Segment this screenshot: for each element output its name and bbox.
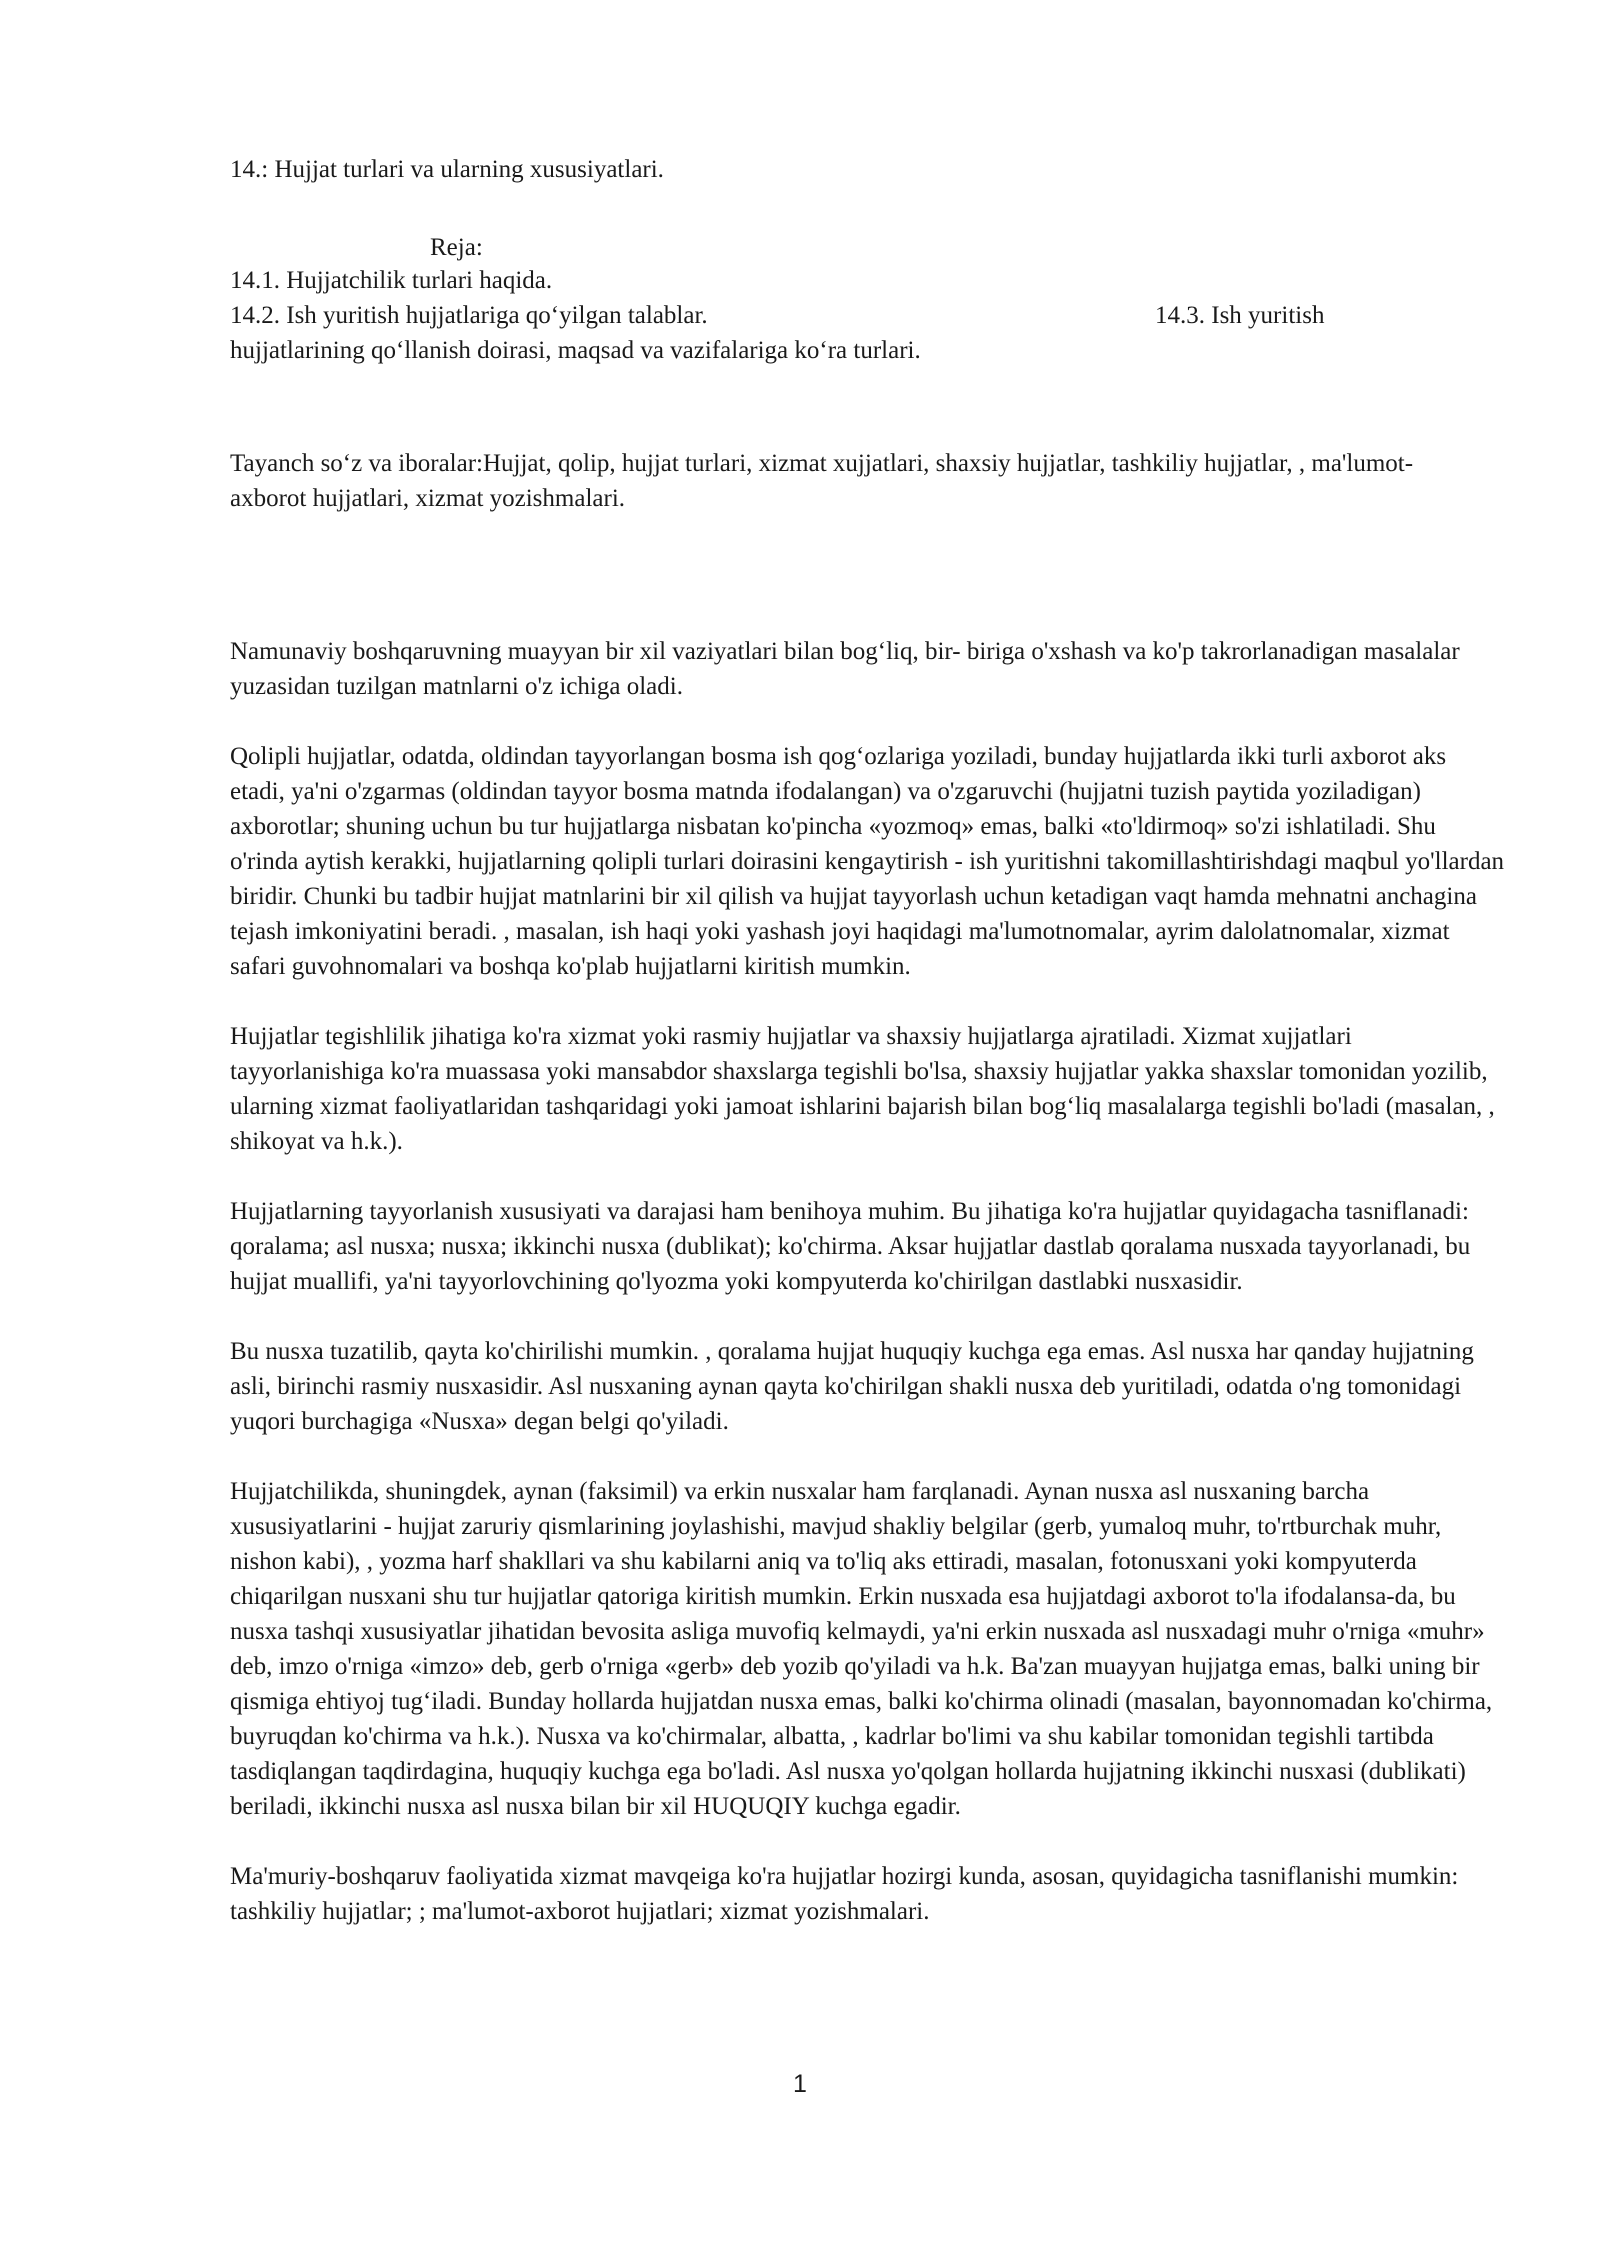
plan-item-3-start: 14.3. Ish yuritish <box>1155 302 1325 329</box>
plan-items-2-3 <box>230 298 1370 368</box>
paragraph: Namunaviy boshqaruvning muayyan bir xil vaziyatlari bilan bog‘liq, bir- biriga o'xshash va ko'p takrorlanadigan masalalar yuzasidan tuzilgan matnlarni o'z ichiga oladi. <box>230 638 1460 700</box>
plan-item-3-continuation: hujjatlarining qo‘llanish doirasi, maqsad va vazifalariga ko‘ra turlari. <box>230 337 921 364</box>
plan-item-1: 14.1. Hujjatchilik turlari haqida. <box>230 267 553 294</box>
page-number: 1 <box>793 2070 807 2098</box>
document-title: 14.: Hujjat turlari va ularning xususiyatlari. <box>230 156 664 183</box>
plan-label: Reja: <box>430 234 483 261</box>
paragraph: Bu nusxa tuzatilib, qayta ko'chirilishi mumkin. , qoralama hujjat huquqiy kuchga ega emas. Asl nusxa har qanday hujjatning asli, birinchi rasmiy nusxasidir. Asl nusxaning aynan qayta ko'chirilgan shakli nusxa deb yuritiladi, odatda o'ng tomonidagi yuqori burchagiga «Nusxa» degan belgi qo'yiladi. <box>230 1338 1474 1435</box>
paragraph: Hujjatlarning tayyorlanish xususiyati va darajasi ham benihoya muhim. Bu jihatiga ko'ra hujjatlar quyidagacha tasniflanadi: qoralama; asl nusxa; nusxa; ikkinchi nusxa (dublikat); ko'chirma. Aksar hujjatlar dastlab qoralama nusxada tayyorlanadi, bu hujjat muallifi, ya'ni tayyorlovchining qo'lyozma yoki kompyuterda ko'chirilgan dastlabki nusxasidir. <box>230 1198 1471 1295</box>
body-text <box>230 634 1505 1964</box>
plan-item-2: 14.2. Ish yuritish hujjatlariga qo‘yilgan talablar. <box>230 302 708 329</box>
paragraph: Hujjatchilikda, shuningdek, aynan (faksimil) va erkin nusxalar ham farqlanadi. Aynan nusxa asl nusxaning barcha xususiyatlarini - hujjat zaruriy qismlarining joylashishi, mavjud shakliy belgilar (gerb, yumaloq muhr, to'rtburchak muhr, nishon kabi), , yozma harf shakllari va shu kabilarni aniq va to'liq aks ettiradi, masalan, fotonusxani yoki kompyuterda chiqarilgan nusxani shu tur hujjatlar qatoriga kiritish mumkin. Erkin nusxada esa hujjatdagi axborot to'la ifodalansa-da, bu nusxa tashqi xususiyatlar jihatidan bevosita asliga muvofiq kelmaydi, ya'ni erkin nusxada asl nusxadagi muhr o'rniga «muhr» deb, imzo o'rniga «imzo» deb, gerb o'rniga «gerb» deb yozib qo'yiladi va h.k. Ba'zan muayyan hujjatga emas, balki uning bir qismiga ehtiyoj tug‘iladi. Bunday hollarda hujjatdan nusxa emas, balki ko'chirma olinadi (masalan, bayonnomadan ko'chirma, buyruqdan ko'chirma va h.k.). Nusxa va ko'chirmalar, albatta, , kadrlar bo'limi va shu kabilar tomonidan tegishli tartibda tasdiqlangan taqdirdagina, huquqiy kuchga ega bo'ladi. Asl nusxa yo'qolgan hollarda hujjatning ikkinchi nusxasi (dublikati) beriladi, ikkinchi nusxa asl nusxa bilan bir xil HUQUQIY kuchga egadir. <box>230 1478 1493 1820</box>
paragraph: Ma'muriy-boshqaruv faoliyatida xizmat mavqeiga ko'ra hujjatlar hozirgi kunda, asosan, quyidagicha tasniflanishi mumkin: tashkiliy hujjatlar; ; ma'lumot-axborot hujjatlari; xizmat yozishmalari. <box>230 1863 1459 1925</box>
paragraph: Hujjatlar tegishlilik jihatiga ko'ra xizmat yoki rasmiy hujjatlar va shaxsiy hujjatlarga ajratiladi. Xizmat xujjatlari tayyorlanishiga ko'ra muassasa yoki mansabdor shaxslarga tegishli bo'lsa, shaxsiy hujjatlar yakka shaxslar tomonidan yozilib, ularning xizmat faoliyatlaridan tashqaridagi yoki jamoat ishlarini bajarish bilan bog‘liq masalalarga tegishli bo'ladi (masalan, , shikoyat va h.k.). <box>230 1023 1495 1155</box>
keywords-paragraph: Tayanch so‘z va iboralar:Hujjat, qolip, hujjat turlari, xizmat xujjatlari, shaxsiy hujjatlar, tashkiliy hujjatlar, , ma'lumot-axborot hujjatlari, xizmat yozishmalari. <box>230 450 1414 512</box>
paragraph: Qolipli hujjatlar, odatda, oldindan tayyorlangan bosma ish qog‘ozlariga yoziladi, bunday hujjatlarda ikki turli axborot aks etadi, ya'ni o'zgarmas (oldindan tayyor bosma matnda ifodalangan) va o'zgaruvchi (hujjatni tuzish paytida yoziladigan) axborotlar; shuning uchun bu tur hujjatlarga nisbatan ko'pincha «yozmoq» emas, balki «to'ldirmoq» so'zi ishlatiladi. Shu o'rinda aytish kerakki, hujjatlarning qolipli turlari doirasini kengaytirish - ish yuritishni takomillashtirishdagi maqbul yo'llardan biridir. Chunki bu tadbir hujjat matnlarini bir xil qilish va hujjat tayyorlash uchun ketadigan vaqt hamda mehnatni anchagina tejash imkoniyatini beradi. , masalan, ish haqi yoki yashash joyi haqidagi ma'lumotnomalar, ayrim dalolatnomalar, xizmat safari guvohnomalari va boshqa ko'plab hujjatlarni kiritish mumkin. <box>230 743 1505 980</box>
